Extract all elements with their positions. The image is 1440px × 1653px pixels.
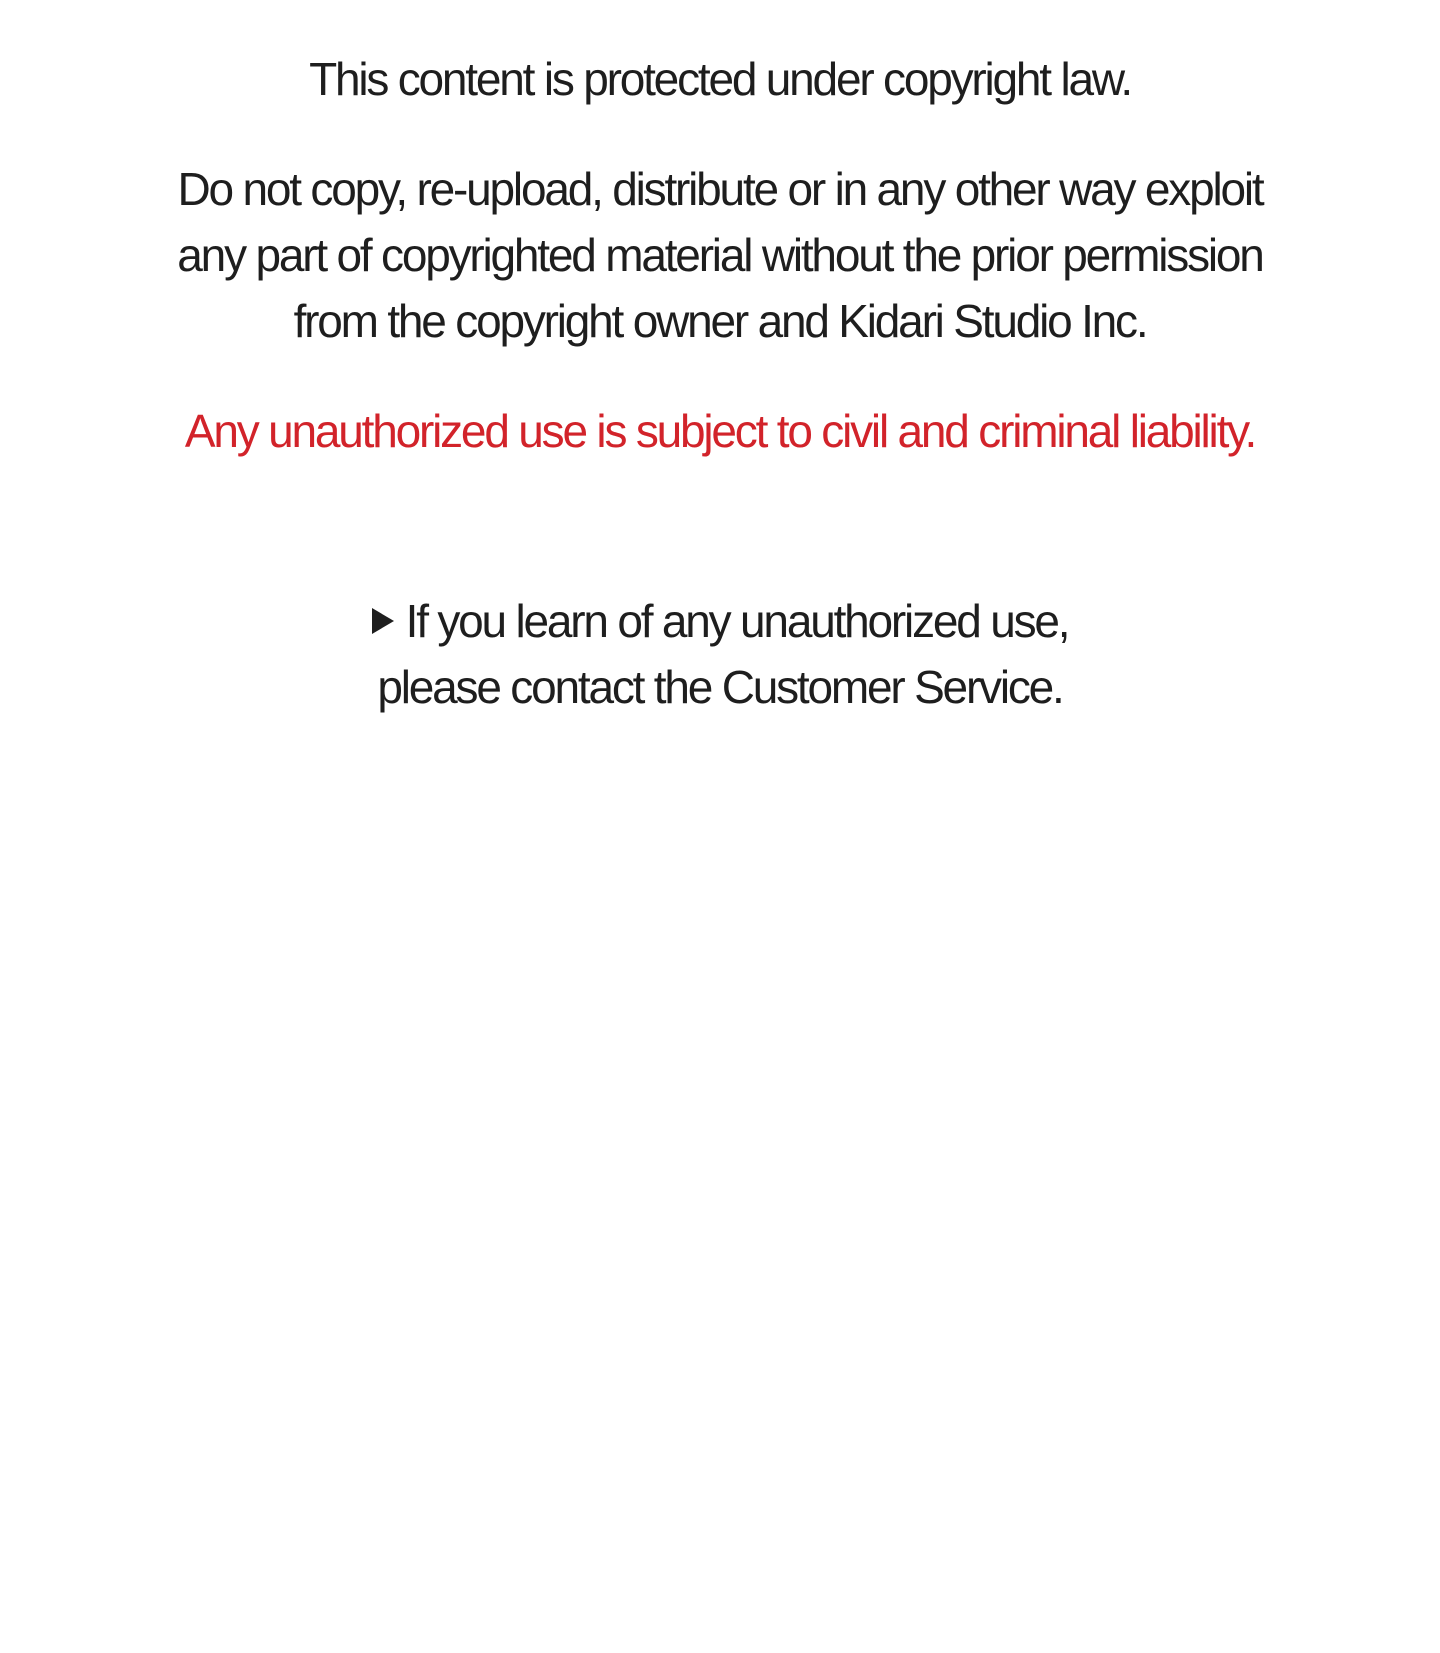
- notice-body-line: Do not copy, re-upload, distribute or in any other way exploit: [177, 163, 1263, 215]
- notice-headline-block: [0, 46, 1440, 112]
- contact-line: please contact the Customer Service.: [377, 661, 1063, 713]
- liability-warning: Any unauthorized use is subject to civil and criminal liability.: [184, 405, 1256, 457]
- contact-line-text: If you learn of any unauthorized use,: [405, 595, 1069, 647]
- notice-headline: This content is protected under copyright law.: [309, 53, 1131, 105]
- notice-body-line: any part of copyrighted material without the prior permission: [177, 229, 1263, 281]
- triangle-right-icon: [372, 608, 394, 634]
- contact-notice: [0, 588, 1440, 720]
- liability-warning-block: [0, 398, 1440, 464]
- notice-body-line: from the copyright owner and Kidari Studio Inc.: [293, 295, 1147, 347]
- notice-body: [0, 156, 1440, 354]
- contact-line: [0, 588, 1440, 654]
